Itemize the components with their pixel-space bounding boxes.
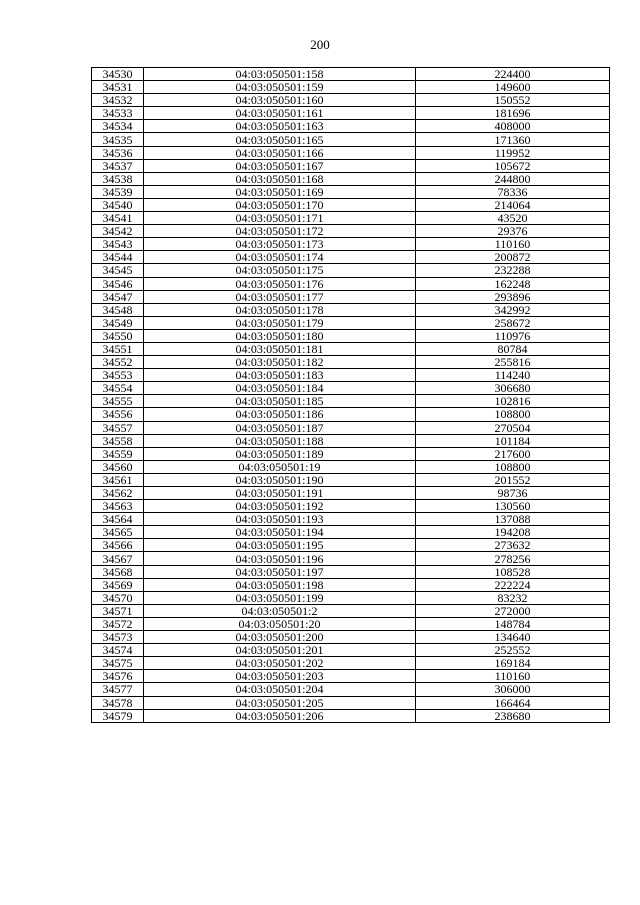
value-cell: 137088 [416,513,610,526]
row-number-cell: 34572 [92,617,144,630]
cadastral-number-cell: 04:03:050501:171 [144,212,416,225]
row-number-cell: 34557 [92,421,144,434]
value-cell: 214064 [416,198,610,211]
table-row [92,133,610,146]
cadastral-number-cell: 04:03:050501:193 [144,513,416,526]
value-cell: 232288 [416,264,610,277]
row-number-cell: 34540 [92,198,144,211]
cadastral-number-cell: 04:03:050501:204 [144,683,416,696]
cadastral-number-cell: 04:03:050501:174 [144,251,416,264]
value-cell: 149600 [416,81,610,94]
row-number-cell: 34546 [92,277,144,290]
row-number-cell: 34551 [92,342,144,355]
row-number-cell: 34566 [92,539,144,552]
row-number-cell: 34554 [92,382,144,395]
cadastral-number-cell: 04:03:050501:175 [144,264,416,277]
row-number-cell: 34538 [92,172,144,185]
cadastral-number-cell: 04:03:050501:202 [144,657,416,670]
cadastral-number-cell: 04:03:050501:195 [144,539,416,552]
table-row [92,644,610,657]
row-number-cell: 34541 [92,212,144,225]
cadastral-number-cell: 04:03:050501:172 [144,225,416,238]
table-row [92,316,610,329]
value-cell: 110160 [416,238,610,251]
row-number-cell: 34567 [92,552,144,565]
row-number-cell: 34575 [92,657,144,670]
table-row [92,604,610,617]
table-row [92,631,610,644]
registry-table [91,67,610,723]
value-cell: 272000 [416,604,610,617]
cadastral-number-cell: 04:03:050501:167 [144,159,416,172]
cadastral-number-cell: 04:03:050501:169 [144,185,416,198]
value-cell: 108528 [416,565,610,578]
value-cell: 119952 [416,146,610,159]
table-row [92,460,610,473]
value-cell: 255816 [416,356,610,369]
row-number-cell: 34531 [92,81,144,94]
cadastral-number-cell: 04:03:050501:194 [144,526,416,539]
row-number-cell: 34549 [92,316,144,329]
cadastral-number-cell: 04:03:050501:205 [144,696,416,709]
row-number-cell: 34548 [92,303,144,316]
value-cell: 222224 [416,578,610,591]
table-row [92,670,610,683]
row-number-cell: 34577 [92,683,144,696]
row-number-cell: 34559 [92,447,144,460]
row-number-cell: 34574 [92,644,144,657]
row-number-cell: 34568 [92,565,144,578]
row-number-cell: 34552 [92,356,144,369]
value-cell: 200872 [416,251,610,264]
value-cell: 150552 [416,94,610,107]
cadastral-number-cell: 04:03:050501:178 [144,303,416,316]
value-cell: 108800 [416,460,610,473]
cadastral-number-cell: 04:03:050501:19 [144,460,416,473]
table-row [92,342,610,355]
table-row [92,172,610,185]
cadastral-number-cell: 04:03:050501:165 [144,133,416,146]
row-number-cell: 34533 [92,107,144,120]
table-row [92,107,610,120]
table-row [92,500,610,513]
cadastral-number-cell: 04:03:050501:160 [144,94,416,107]
value-cell: 306680 [416,382,610,395]
cadastral-number-cell: 04:03:050501:161 [144,107,416,120]
cadastral-number-cell: 04:03:050501:163 [144,120,416,133]
row-number-cell: 34553 [92,369,144,382]
table-row [92,487,610,500]
row-number-cell: 34562 [92,487,144,500]
value-cell: 80784 [416,342,610,355]
row-number-cell: 34543 [92,238,144,251]
page-number: 200 [310,37,330,52]
table-row [92,94,610,107]
cadastral-number-cell: 04:03:050501:173 [144,238,416,251]
table-row [92,434,610,447]
value-cell: 43520 [416,212,610,225]
value-cell: 108800 [416,408,610,421]
table-row [92,277,610,290]
table-row [92,356,610,369]
table-row [92,159,610,172]
table-row [92,395,610,408]
row-number-cell: 34560 [92,460,144,473]
cadastral-number-cell: 04:03:050501:197 [144,565,416,578]
value-cell: 244800 [416,172,610,185]
registry-table-body [92,68,610,723]
cadastral-number-cell: 04:03:050501:192 [144,500,416,513]
cadastral-number-cell: 04:03:050501:185 [144,395,416,408]
cadastral-number-cell: 04:03:050501:177 [144,290,416,303]
table-row [92,225,610,238]
value-cell: 278256 [416,552,610,565]
cadastral-number-cell: 04:03:050501:196 [144,552,416,565]
table-row [92,264,610,277]
value-cell: 83232 [416,591,610,604]
table-row [92,447,610,460]
cadastral-number-cell: 04:03:050501:198 [144,578,416,591]
row-number-cell: 34539 [92,185,144,198]
row-number-cell: 34563 [92,500,144,513]
cadastral-number-cell: 04:03:050501:186 [144,408,416,421]
cadastral-number-cell: 04:03:050501:190 [144,473,416,486]
value-cell: 78336 [416,185,610,198]
table-row [92,657,610,670]
table-row [92,382,610,395]
cadastral-number-cell: 04:03:050501:159 [144,81,416,94]
value-cell: 166464 [416,696,610,709]
value-cell: 101184 [416,434,610,447]
table-row [92,513,610,526]
cadastral-number-cell: 04:03:050501:168 [144,172,416,185]
row-number-cell: 34573 [92,631,144,644]
value-cell: 306000 [416,683,610,696]
value-cell: 342992 [416,303,610,316]
value-cell: 130560 [416,500,610,513]
cadastral-number-cell: 04:03:050501:200 [144,631,416,644]
value-cell: 169184 [416,657,610,670]
row-number-cell: 34578 [92,696,144,709]
table-row [92,565,610,578]
table-row [92,473,610,486]
row-number-cell: 34571 [92,604,144,617]
value-cell: 181696 [416,107,610,120]
row-number-cell: 34570 [92,591,144,604]
value-cell: 98736 [416,487,610,500]
cadastral-number-cell: 04:03:050501:176 [144,277,416,290]
cadastral-number-cell: 04:03:050501:170 [144,198,416,211]
cadastral-number-cell: 04:03:050501:201 [144,644,416,657]
row-number-cell: 34579 [92,709,144,722]
cadastral-number-cell: 04:03:050501:179 [144,316,416,329]
value-cell: 171360 [416,133,610,146]
value-cell: 134640 [416,631,610,644]
table-row [92,369,610,382]
value-cell: 105672 [416,159,610,172]
value-cell: 217600 [416,447,610,460]
value-cell: 162248 [416,277,610,290]
value-cell: 148784 [416,617,610,630]
row-number-cell: 34556 [92,408,144,421]
row-number-cell: 34532 [92,94,144,107]
row-number-cell: 34537 [92,159,144,172]
cadastral-number-cell: 04:03:050501:188 [144,434,416,447]
table-row [92,290,610,303]
value-cell: 273632 [416,539,610,552]
row-number-cell: 34561 [92,473,144,486]
table-row [92,421,610,434]
table-row [92,591,610,604]
row-number-cell: 34576 [92,670,144,683]
table-row [92,617,610,630]
cadastral-number-cell: 04:03:050501:183 [144,369,416,382]
cadastral-number-cell: 04:03:050501:158 [144,68,416,81]
table-row [92,696,610,709]
table-row [92,539,610,552]
table-row [92,552,610,565]
cadastral-number-cell: 04:03:050501:2 [144,604,416,617]
table-row [92,251,610,264]
cadastral-number-cell: 04:03:050501:191 [144,487,416,500]
cadastral-number-cell: 04:03:050501:182 [144,356,416,369]
value-cell: 258672 [416,316,610,329]
table-row [92,81,610,94]
table-row [92,198,610,211]
cadastral-number-cell: 04:03:050501:181 [144,342,416,355]
cadastral-number-cell: 04:03:050501:203 [144,670,416,683]
row-number-cell: 34550 [92,329,144,342]
table-row [92,303,610,316]
row-number-cell: 34542 [92,225,144,238]
table-row [92,683,610,696]
value-cell: 29376 [416,225,610,238]
value-cell: 110160 [416,670,610,683]
row-number-cell: 34547 [92,290,144,303]
value-cell: 114240 [416,369,610,382]
row-number-cell: 34545 [92,264,144,277]
table-row [92,526,610,539]
table-row [92,238,610,251]
value-cell: 102816 [416,395,610,408]
cadastral-number-cell: 04:03:050501:184 [144,382,416,395]
value-cell: 408000 [416,120,610,133]
value-cell: 270504 [416,421,610,434]
cadastral-number-cell: 04:03:050501:20 [144,617,416,630]
value-cell: 252552 [416,644,610,657]
cadastral-number-cell: 04:03:050501:180 [144,329,416,342]
cadastral-number-cell: 04:03:050501:206 [144,709,416,722]
value-cell: 293896 [416,290,610,303]
table-row [92,146,610,159]
cadastral-number-cell: 04:03:050501:166 [144,146,416,159]
row-number-cell: 34569 [92,578,144,591]
row-number-cell: 34564 [92,513,144,526]
value-cell: 224400 [416,68,610,81]
table-row [92,68,610,81]
value-cell: 238680 [416,709,610,722]
cadastral-number-cell: 04:03:050501:199 [144,591,416,604]
row-number-cell: 34534 [92,120,144,133]
cadastral-number-cell: 04:03:050501:189 [144,447,416,460]
table-row [92,185,610,198]
table-row [92,212,610,225]
table-row [92,120,610,133]
table-row [92,408,610,421]
cadastral-number-cell: 04:03:050501:187 [144,421,416,434]
table-row [92,329,610,342]
row-number-cell: 34536 [92,146,144,159]
row-number-cell: 34530 [92,68,144,81]
row-number-cell: 34535 [92,133,144,146]
row-number-cell: 34558 [92,434,144,447]
table-row [92,578,610,591]
value-cell: 201552 [416,473,610,486]
value-cell: 194208 [416,526,610,539]
value-cell: 110976 [416,329,610,342]
row-number-cell: 34544 [92,251,144,264]
table-row [92,709,610,722]
row-number-cell: 34565 [92,526,144,539]
row-number-cell: 34555 [92,395,144,408]
